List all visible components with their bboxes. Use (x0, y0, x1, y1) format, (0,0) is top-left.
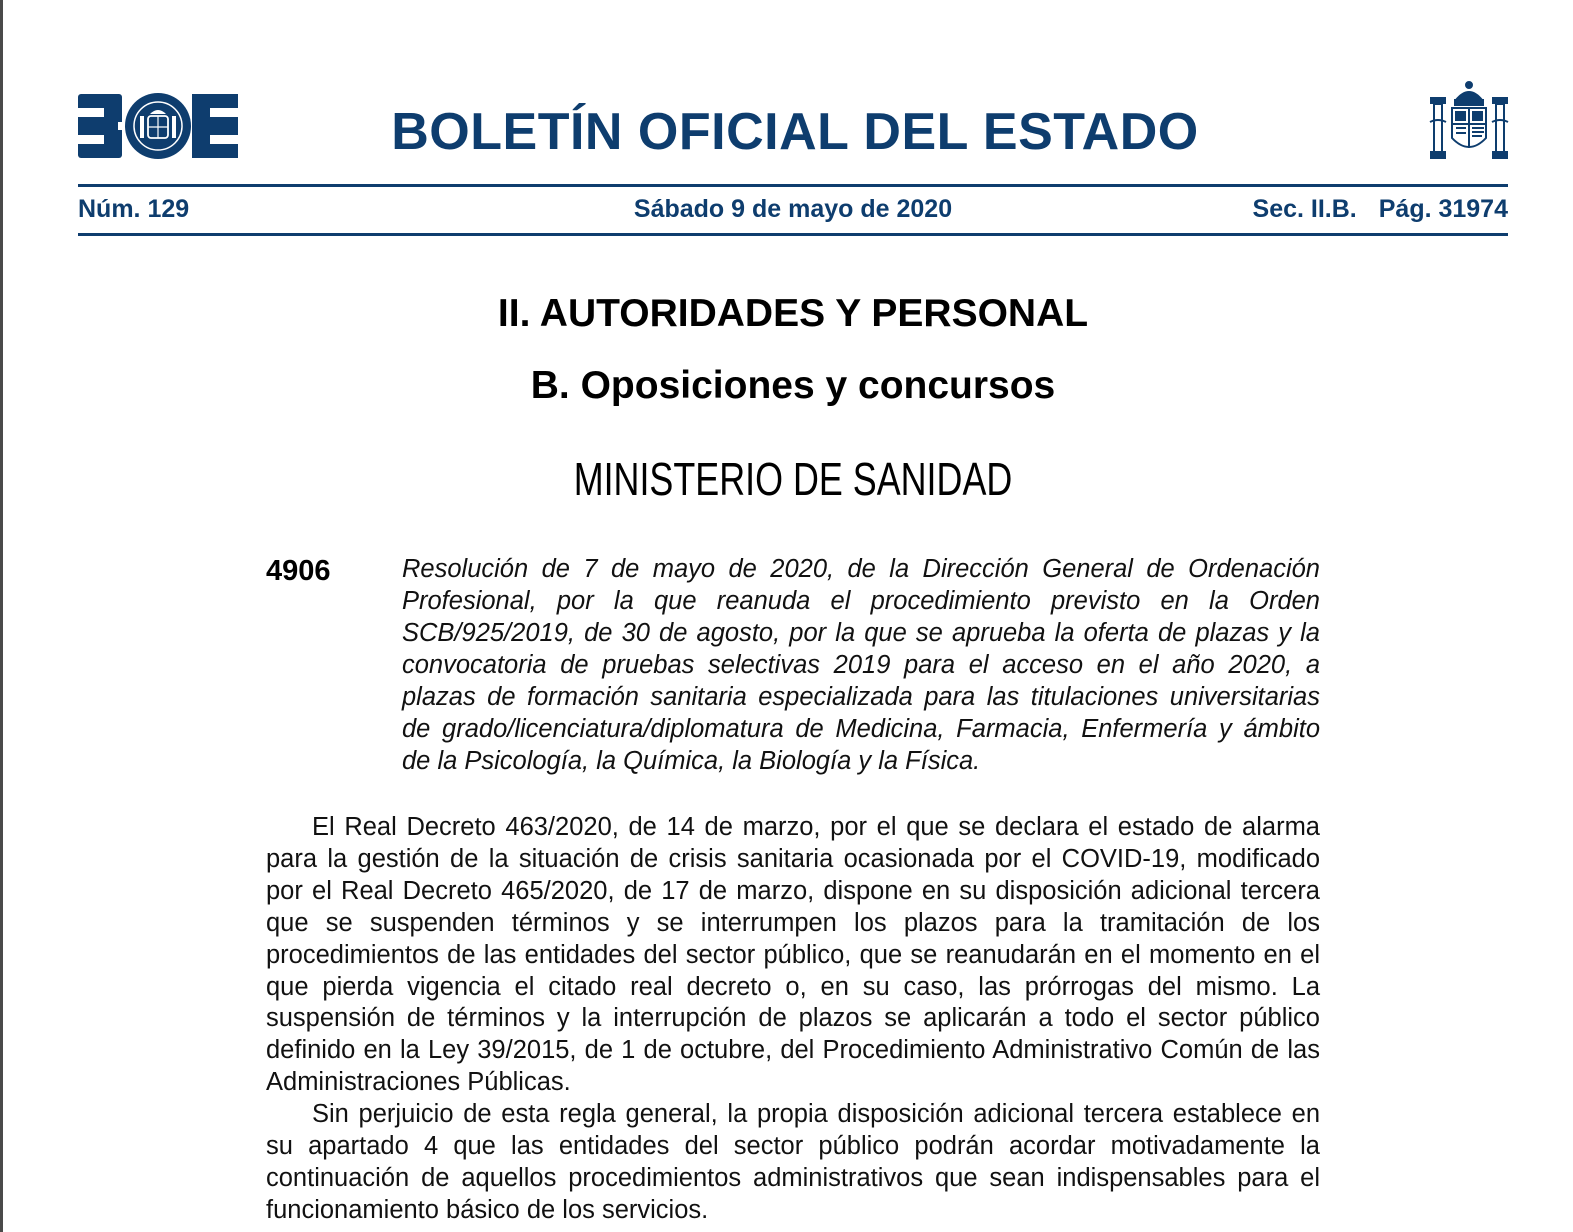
section-heading: II. AUTORIDADES Y PERSONAL (497, 292, 1089, 335)
disposition-summary: Resolución de 7 de mayo de 2020, de la Dirección General de Ordenación Profesional, por la que reanuda el procedimiento previsto en la Orden SCB/925/2019, de 30 de agosto, por la que se aprueba la oferta de plazas y la convocatoria de pruebas selectivas 2019 para el acceso en el año 2020, a plazas de formación sanitaria especializada para las titulaciones universitarias de grado/licenciatura/diplomatura de Medicina, Farmacia, Enfermería y ámbito de la Psicología, la Química, la Biología y la Física. (402, 555, 1320, 775)
header-rule-top (78, 184, 1508, 187)
window-edge (0, 0, 3, 1232)
body-text (266, 812, 1320, 1227)
bulletin-title: BOLETÍN OFICIAL DEL ESTADO (391, 103, 1199, 161)
disposition-number: 4906 (266, 555, 331, 587)
boe-logo-icon (78, 92, 238, 160)
body-paragraph: El Real Decreto 463/2020, de 14 de marzo, por el que se declara el estado de alarma para la gestión de la situación de crisis sanitaria ocasionada por el COVID-19, modificado por el Real Decreto 465/2020, de 17 de marzo, dispone en su disposición adicional tercera que se suspenden términos y se interrumpen los plazos para la tramitación de los procedimientos de las entidades del sector público, que se reanudarán en el momento en el que pierda vigencia el citado real decreto o, en su caso, las prórrogas del mismo. La suspensión de términos y la interrupción de plazos se aplicarán a todo el sector público definido en la Ley 39/2015, de 1 de octubre, del Procedimiento Administrativo Común de las Administraciones Públicas. (266, 813, 1320, 1097)
issue-date: Sábado 9 de mayo de 2020 (633, 195, 953, 223)
body-paragraph: Sin perjuicio de esta regla general, la propia disposición adicional tercera establece en su apartado 4 que las entidades del sector público podrán acordar motivadamente la continuación de aquellos procedimientos administrativos que sean indispensables para el funcionamiento básico de los servicios. (266, 1100, 1320, 1224)
issue-number: Núm. 129 (78, 195, 190, 223)
section-page-info (1253, 193, 1508, 225)
page-number: Pág. 31974 (1378, 195, 1508, 223)
section-label: Sec. II.B. (1252, 195, 1357, 223)
subsection-heading: B. Oposiciones y concursos (530, 364, 1056, 407)
header-rule-bottom (78, 233, 1508, 236)
ministry-heading: MINISTERIO DE SANIDAD (573, 453, 1013, 505)
coat-of-arms-icon (1428, 78, 1510, 166)
